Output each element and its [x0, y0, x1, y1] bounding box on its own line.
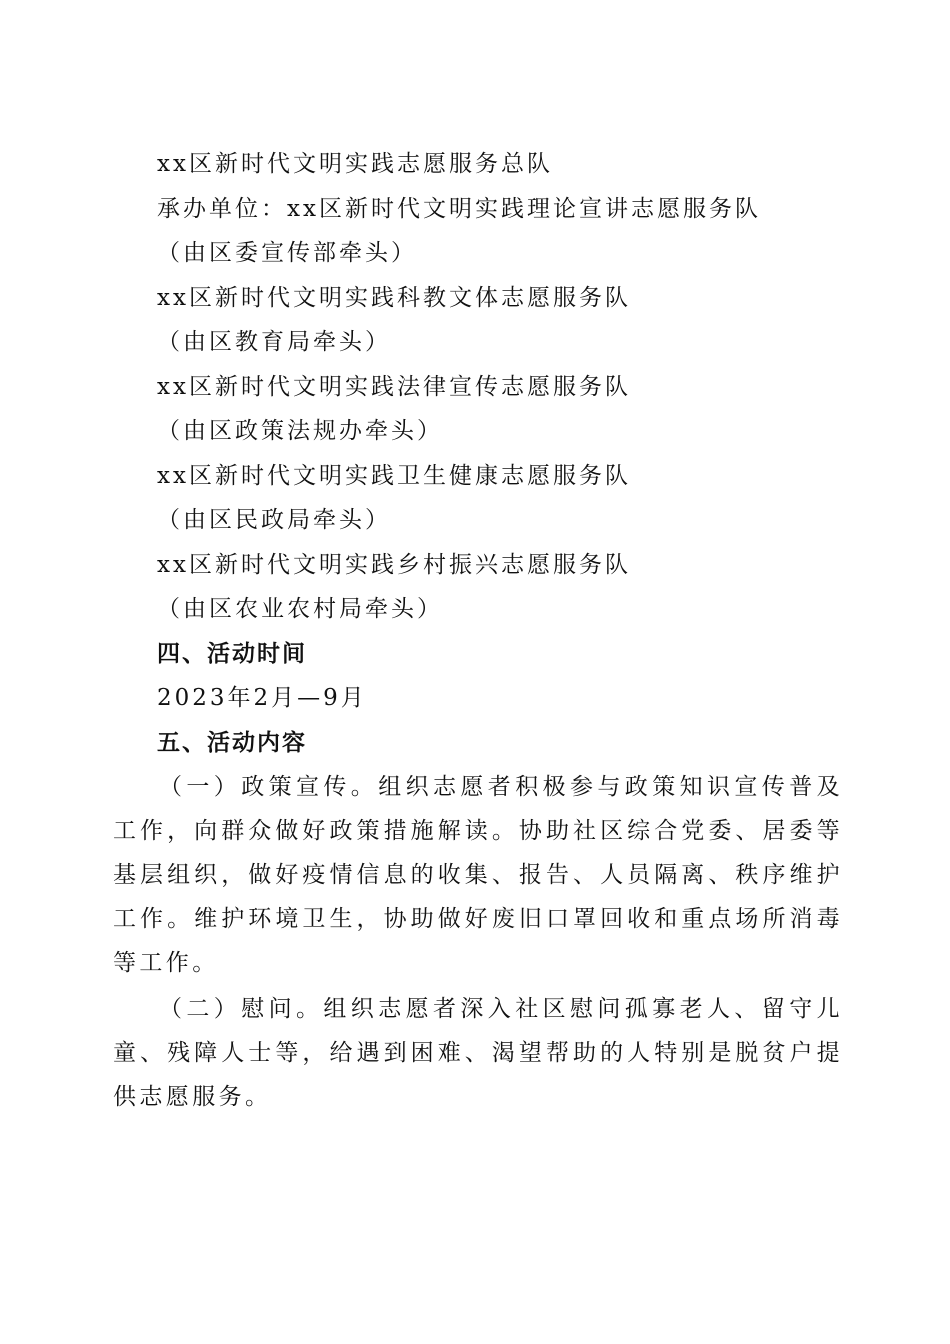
- section-4-heading: 四、活动时间: [157, 641, 307, 667]
- section-5-heading: 五、活动内容: [157, 730, 307, 756]
- co-organizer-line: 承办单位：xx区新时代文明实践理论宣讲志愿服务队: [157, 196, 761, 222]
- team-line: xx区新时代文明实践科教文体志愿服务队: [157, 285, 631, 311]
- team-lead-line: （由区教育局牵头）: [157, 329, 391, 355]
- team-line: xx区新时代文明实践卫生健康志愿服务队: [157, 463, 631, 489]
- team-lead-line: （由区委宣传部牵头）: [157, 240, 417, 266]
- paragraph-visits: （二）慰问。组织志愿者深入社区慰问孤寡老人、留守儿童、残障人士等，给遇到困难、渴望帮助的人特别是脱贫户提供志愿服务。: [113, 996, 843, 1110]
- team-line: xx区新时代文明实践乡村振兴志愿服务队: [157, 552, 631, 578]
- team-lead-line: （由区民政局牵头）: [157, 507, 391, 533]
- organizer-line: xx区新时代文明实践志愿服务总队: [157, 151, 553, 177]
- paragraph-policy-promotion: （一）政策宣传。组织志愿者积极参与政策知识宣传普及工作，向群众做好政策措施解读。协助社区综合党委、居委等基层组织，做好疫情信息的收集、报告、人员隔离、秩序维护工作。维护环境卫生，协助做好废旧口罩回收和重点场所消毒等工作。: [113, 774, 843, 976]
- team-lead-line: （由区政策法规办牵头）: [157, 418, 443, 444]
- activity-time: 2023年2月—9月: [157, 685, 367, 711]
- team-lead-line: （由区农业农村局牵头）: [157, 596, 443, 622]
- team-line: xx区新时代文明实践法律宣传志愿服务队: [157, 374, 631, 400]
